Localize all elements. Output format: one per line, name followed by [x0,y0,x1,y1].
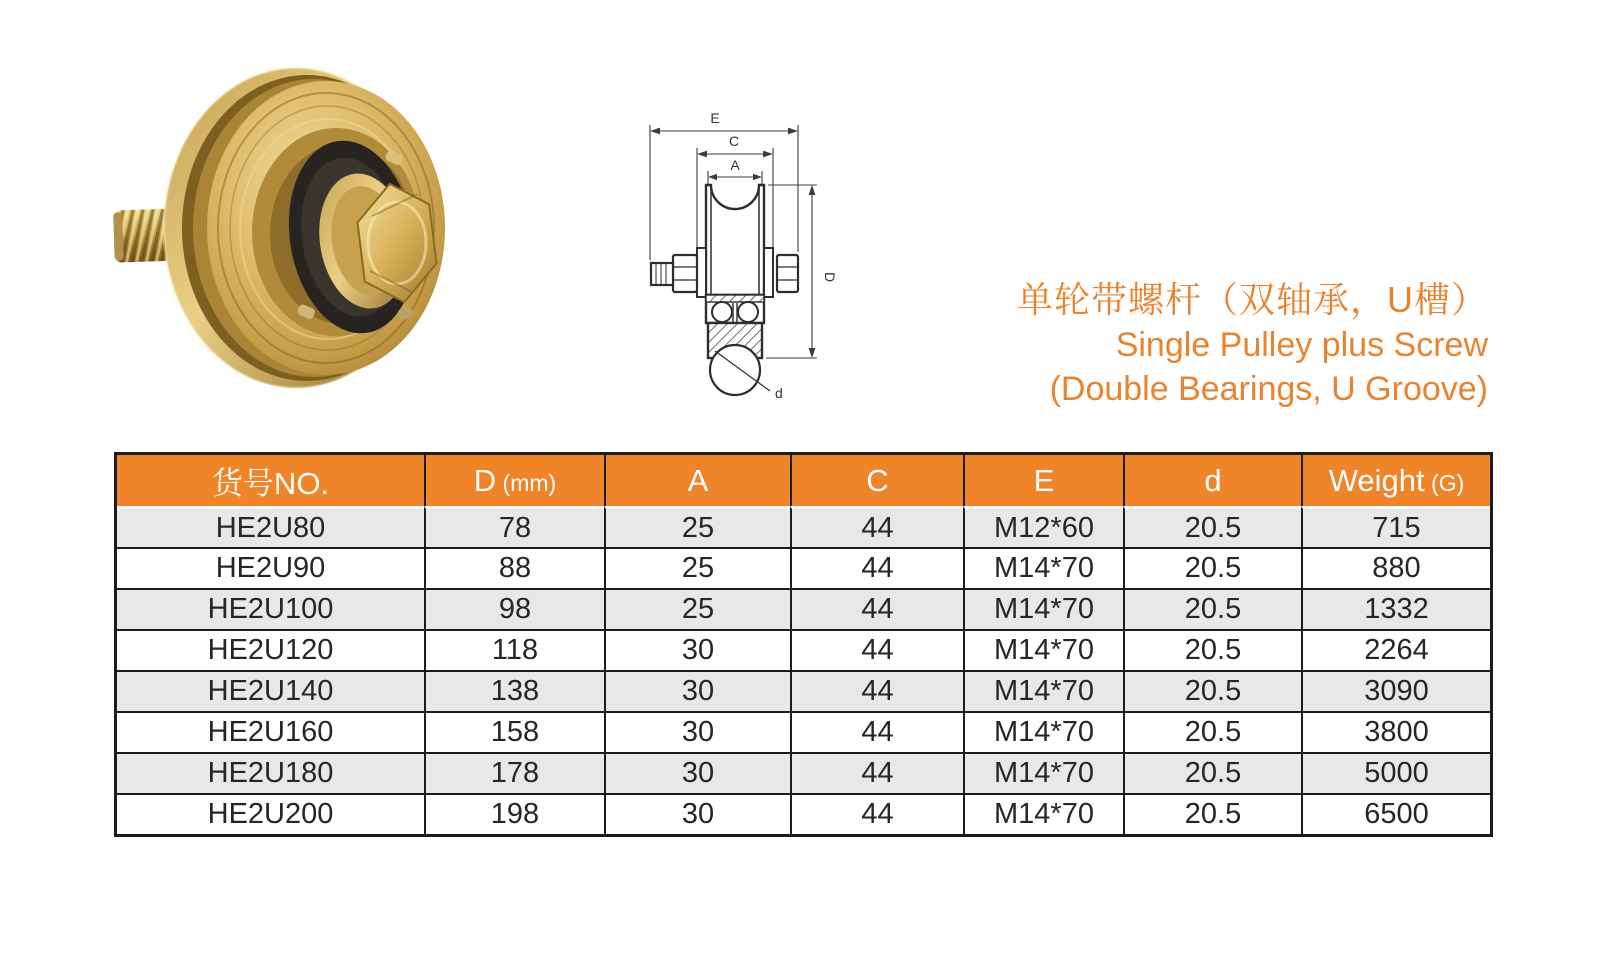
spec-cell-2: 25 [604,547,790,588]
spec-cell-0: HE2U160 [117,711,424,752]
spec-cell-4: M14*70 [963,547,1123,588]
column-header-4: E [963,455,1123,506]
spec-cell-1: 158 [424,711,604,752]
spec-row-HE2U120 [117,629,1490,670]
spec-cell-0: HE2U140 [117,670,424,711]
spec-cell-5: 20.5 [1123,629,1301,670]
label-D: D [822,271,838,283]
column-header-2: A [604,455,790,506]
spec-cell-2: 30 [604,711,790,752]
spec-row-HE2U200 [117,793,1490,834]
spec-table-body [117,506,1490,834]
spec-cell-2: 30 [604,752,790,793]
spec-cell-3: 44 [790,752,963,793]
spec-cell-0: HE2U200 [117,793,424,834]
pulley-photo-graphic [100,56,500,404]
label-C: C [728,133,740,149]
spec-cell-1: 118 [424,629,604,670]
spec-header-row [117,455,1490,506]
spec-cell-6: 880 [1301,547,1490,588]
spec-cell-5: 20.5 [1123,588,1301,629]
label-E: E [710,110,720,126]
spec-row-HE2U140 [117,670,1490,711]
spec-row-HE2U100 [117,588,1490,629]
spec-cell-4: M14*70 [963,793,1123,834]
spec-cell-5: 20.5 [1123,547,1301,588]
column-header-3: C [790,455,963,506]
spec-cell-5: 20.5 [1123,670,1301,711]
spec-cell-0: HE2U90 [117,547,424,588]
spec-cell-3: 44 [790,670,963,711]
spec-cell-6: 2264 [1301,629,1490,670]
spec-cell-0: HE2U80 [117,506,424,547]
label-d: d [775,385,783,401]
spec-cell-5: 20.5 [1123,506,1301,547]
spec-cell-3: 44 [790,506,963,547]
spec-cell-4: M14*70 [963,629,1123,670]
spec-cell-4: M14*70 [963,752,1123,793]
spec-cell-1: 178 [424,752,604,793]
spec-cell-1: 78 [424,506,604,547]
column-header-6: Weight (G) [1301,455,1490,506]
spec-cell-2: 25 [604,588,790,629]
spec-row-HE2U180 [117,752,1490,793]
dimension-diagram [612,92,852,422]
spec-cell-5: 20.5 [1123,793,1301,834]
column-header-5: d [1123,455,1301,506]
spec-cell-6: 715 [1301,506,1490,547]
spec-cell-2: 30 [604,793,790,834]
pulley-cross-section [612,92,852,422]
spec-cell-3: 44 [790,588,963,629]
spec-cell-4: M14*70 [963,588,1123,629]
spec-cell-4: M14*70 [963,711,1123,752]
spec-row-HE2U80 [117,506,1490,547]
spec-cell-2: 30 [604,629,790,670]
spec-cell-5: 20.5 [1123,711,1301,752]
spec-row-HE2U90 [117,547,1490,588]
spec-cell-6: 6500 [1301,793,1490,834]
spec-cell-6: 3800 [1301,711,1490,752]
label-A: A [730,157,740,173]
spec-cell-1: 138 [424,670,604,711]
spec-cell-0: HE2U120 [117,629,424,670]
spec-cell-3: 44 [790,547,963,588]
column-header-1: D (mm) [424,455,604,506]
spec-row-HE2U160 [117,711,1490,752]
product-title-block [1017,276,1488,411]
wheel-profile [651,185,798,395]
spec-table [114,452,1493,837]
product-photo [100,56,500,404]
spec-cell-1: 88 [424,547,604,588]
spec-cell-1: 98 [424,588,604,629]
spec-cell-0: HE2U180 [117,752,424,793]
spec-cell-4: M12*60 [963,506,1123,547]
spec-cell-6: 1332 [1301,588,1490,629]
spec-cell-3: 44 [790,629,963,670]
spec-cell-3: 44 [790,711,963,752]
spec-cell-3: 44 [790,793,963,834]
spec-cell-1: 198 [424,793,604,834]
spec-cell-6: 3090 [1301,670,1490,711]
column-header-0: 货号NO. [117,455,424,506]
product-title-zh: 单轮带螺杆（双轴承，U槽） [1017,279,1488,320]
product-title-en-line2: (Double Bearings, U Groove) [1049,370,1488,408]
spec-cell-2: 30 [604,670,790,711]
spec-cell-5: 20.5 [1123,752,1301,793]
spec-cell-4: M14*70 [963,670,1123,711]
spec-cell-0: HE2U100 [117,588,424,629]
product-title-en-line1: Single Pulley plus Screw [1115,326,1488,364]
spec-cell-2: 25 [604,506,790,547]
spec-cell-6: 5000 [1301,752,1490,793]
